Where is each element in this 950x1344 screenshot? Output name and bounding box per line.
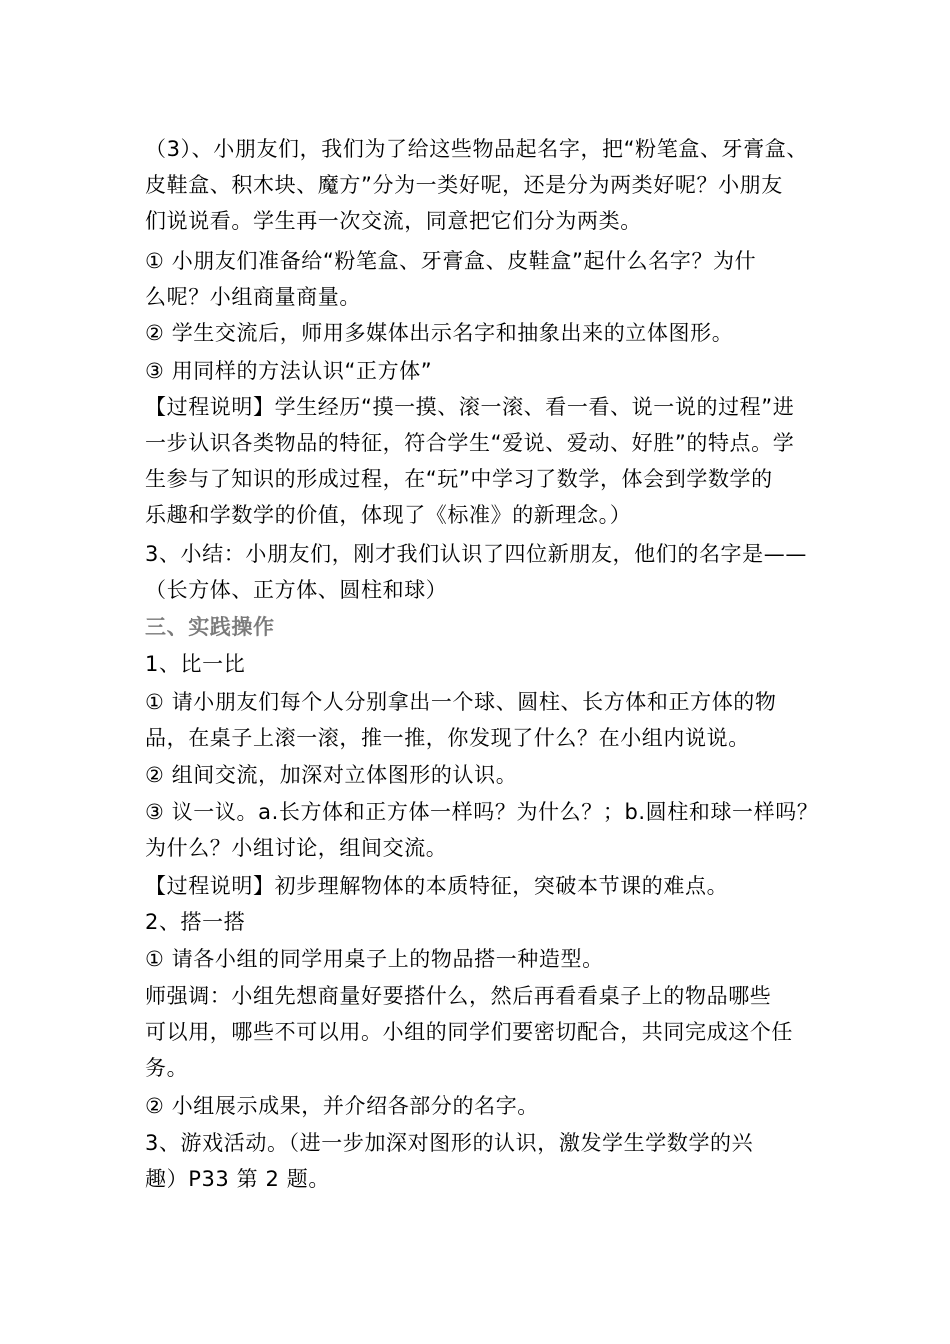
paragraph-line: ① 请小朋友们每个人分别拿出一个球、圆柱、长方体和正方体的物	[145, 690, 777, 714]
paragraph-line: ③ 议一议。a.长方体和正方体一样吗？为什么？；b.圆柱和球一样吗？	[145, 800, 819, 824]
paragraph-line: 生参与了知识的形成过程，在“玩”中学习了数学，体会到学数学的	[145, 467, 773, 491]
paragraph-line: ② 组间交流，加深对立体图形的认识。	[145, 763, 518, 787]
paragraph-line: ① 小朋友们准备给“粉笔盒、牙膏盒、皮鞋盒”起什么名字？为什	[145, 249, 757, 273]
paragraph-line: 品，在桌子上滚一滚，推一推，你发现了什么？在小组内说说。	[145, 726, 750, 750]
paragraph-line: 乐趣和学数学的价值，体现了《标准》的新理念。）	[145, 503, 632, 527]
paragraph-line: 可以用，哪些不可以用。小组的同学们要密切配合，共同完成这个任	[145, 1020, 793, 1044]
paragraph-line: （3）、小朋友们，我们为了给这些物品起名字，把“粉笔盒、牙膏盒、	[145, 137, 808, 161]
paragraph-line: 为什么？小组讨论，组间交流。	[145, 836, 448, 860]
paragraph-line: 皮鞋盒、积木块、魔方”分为一类好呢，还是分为两类好呢？小朋友	[145, 173, 783, 197]
paragraph-line: 师强调：小组先想商量好要搭什么，然后再看看桌子上的物品哪些	[145, 984, 772, 1008]
paragraph-line: ① 请各小组的同学用桌子上的物品搭一种造型。	[145, 947, 604, 971]
paragraph-line: ② 小组展示成果，并介绍各部分的名字。	[145, 1094, 539, 1118]
paragraph-line: ③ 用同样的方法认识“正方体”	[145, 359, 433, 383]
paragraph-line: 【过程说明】初步理解物体的本质特征，突破本节课的难点。	[145, 874, 729, 898]
paragraph-line: 务。	[145, 1056, 189, 1080]
section-heading: 三、实践操作	[145, 615, 275, 639]
paragraph-line: 1、比一比	[145, 652, 246, 676]
paragraph-line: （长方体、正方体、圆柱和球）	[145, 578, 448, 602]
paragraph-line: ② 学生交流后，师用多媒体出示名字和抽象出来的立体图形。	[145, 321, 734, 345]
paragraph-line: 2、搭一搭	[145, 910, 246, 934]
paragraph-line: 【过程说明】学生经历“摸一摸、滚一滚、看一看、说一说的过程”进	[145, 395, 795, 419]
paragraph-line: 么呢？小组商量商量。	[145, 285, 361, 309]
paragraph-line: 一步认识各类物品的特征，符合学生“爱说、爱动、好胜”的特点。学	[145, 431, 795, 455]
paragraph-line: 3、小结：小朋友们，刚才我们认识了四位新朋友，他们的名字是——	[145, 542, 807, 566]
paragraph-line: 3、游戏活动。（进一步加深对图形的认识，激发学生学数学的兴	[145, 1131, 754, 1155]
paragraph-line: 们说说看。学生再一次交流，同意把它们分为两类。	[145, 209, 642, 233]
paragraph-line: 趣）P33 第 2 题。	[145, 1167, 330, 1191]
